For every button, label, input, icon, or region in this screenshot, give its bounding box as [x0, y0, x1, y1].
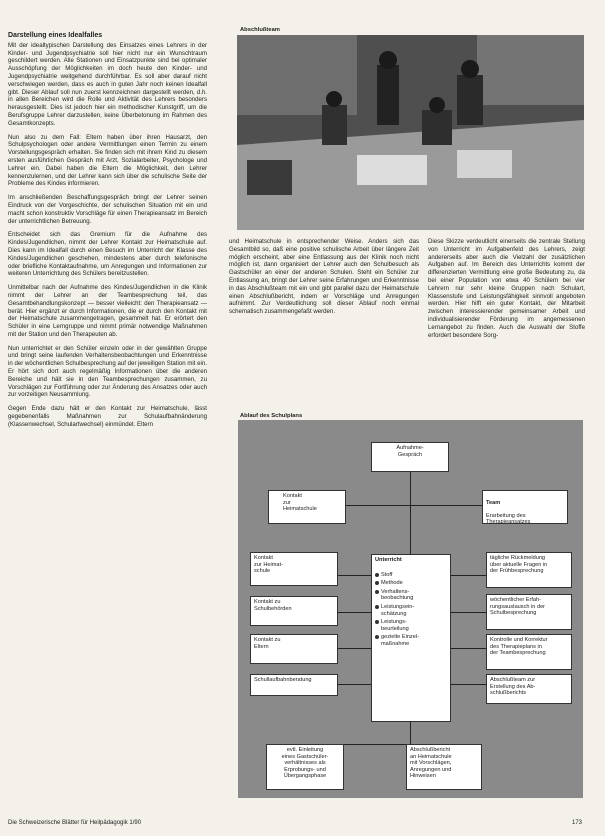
- connector: [338, 505, 438, 506]
- paragraph: Nun also zu dem Fall: Eltern haben über ihren Hausarzt, den Schulpsychologen oder andere Vermittlungen einen Termin zu einem Vorstellungsgespräch erhalten. Sie finden sich mit ihrem Kind zu diesem ersten ausführlichen Gespräch mit Arzt, Sozialarbeiter, Psychologe und Lehrer ein. Dabei haben die Eltern die Möglichkeit, den Lehrer kennenzulernen, und der Lehrer kann sich über die schulische Seite der Probleme des Kindes informieren.: [8, 133, 207, 188]
- left-box: Kontakt zu Schulbehörden: [250, 596, 338, 626]
- connector: [338, 612, 373, 613]
- list-item: Methode: [375, 580, 447, 587]
- paragraph: Im anschließenden Beschaffungsgespräch bringt der Lehrer seinen Eindruck von der Vorgeschichte, der schulischen Situation mit ein und macht schon konstruktiv Vorschläge für einen Therapieansatz im Bereich der unterrichtlichen Betreuung.: [8, 194, 207, 225]
- bottom-right-box: Abschlußbericht an Heimatschule mit Vorschlägen, Anregungen und Hinweisen: [406, 744, 482, 790]
- connector: [338, 575, 373, 576]
- connector: [410, 722, 411, 744]
- connector: [450, 648, 487, 649]
- list-item: Leistungs- beurteilung: [375, 619, 447, 632]
- connector: [450, 684, 487, 685]
- bottom-left-box: evtl. Einleitung eines Gastschüler- verhältnisses als Erprobungs- und Übergangsphase: [266, 744, 344, 790]
- unterricht-box: [371, 554, 451, 722]
- connector: [450, 575, 487, 576]
- bullet-icon: [375, 581, 379, 585]
- paragraph: Gegen Ende dazu hält er den Kontakt zur Heimatschule, lässt gegebenenfalls Maßnahmen zur Schulaufbahnänderung (Klassenwechsel, Schulartwechsel) einmündet. Eltern: [8, 405, 207, 428]
- left-box: Kontakt zur Heimat- schule: [250, 552, 338, 586]
- connector: [338, 684, 373, 685]
- right-box: Abschlußteam zur Erstellung des Ab- schlußberichts: [486, 674, 572, 704]
- connector: [450, 612, 487, 613]
- classroom-photo: [237, 35, 584, 230]
- connector: [338, 648, 373, 649]
- flow-diagram: [238, 420, 583, 798]
- paragraph: Nun unterrichtet er den Schüler einzeln oder in der gewählten Gruppe und bringt seine laufenden Verhaltensbeobachtungen und Erkenntnisse in der wöchentlichen Schulbesprechung auf der jeweiligen Station mit ein. Er hört sich dort auch regelmäßig Informationen über die anderen Bereiche und hält sie in den Teambesprechungen zusammen, zu Vorschlägen zur Fortführung oder zur Änderung des Ansatzes oder auch zur vorzeitigen Neusammlung.: [8, 344, 207, 399]
- list-item: gezielte Einzel- maßnahme: [375, 634, 447, 647]
- paragraph: Unmittelbar nach der Aufnahme des Kindes/Jugendlichen in die Klinik nimmt der Lehrer an der Teambesprechung teil, das Gesamtbehandlungskonzept — besser vielleicht: den Therapieansatz — berät. Hier ergänzt er durch Informationen, die er durch den Kontakt mit der Heimatschule zusammengetragen, gesammelt hat. Er erörtert den Schüler in eine Lerngruppe und nimmt primär notwendige Maßnahmen mit der Station und den Therapeuten ab.: [8, 284, 207, 338]
- paragraph: und Heimatschule in entsprechender Weise. Anders sich das Gesamtbild so, daß eine positive schulische Arbeit über längere Zeit möglich erscheint, aber eine Entlassung aus der Klinik noch nicht möglich ist, dann organisiert der Lehrer auch den Schulbesuch als Gastschüler an einer der anderen Schulen. Steht ein Schüler zur Entlassung an, bringt der Lehrer seine Erfahrungen und Erkenntnisse in das Abschlußteam mit ein und gibt parallel dazu der Heimatschule einen Abschlußbericht, indem er Vorschläge und Anregungen aufnimmt. Zur Verdeutlichung soll dieser Ablauf noch einmal schematisch zusammengefaßt werden.: [229, 238, 419, 316]
- bullet-icon: [375, 620, 379, 624]
- paragraph: Diese Skizze verdeutlicht einerseits die zentrale Stellung von Unterricht im Aufgabenfeld des Lehrers, zeigt andererseits aber auch die Vielzahl der zusätzlichen Aufgaben auf. Im Bereich des Unterrichts kommt der differenzierten Vermittlung eine große Bedeutung zu, da bei einer Population von etwa 40 Schülern bei vier Lehrern nur sehr kleine Gruppen nach Schulart, Klassenstufe und Leistungsfähigkeit sinnvoll angeboten werden. Hier hilft ein guter Kontakt, der Mitarbeit zwischen interessierender gemeinsamer Arbeit und individualisierender Förderung im angemessenen Lernangebot zu finden. Auch die Auswahl der Stoffe erfordert besondere Sorg-: [428, 238, 585, 339]
- team-box: [482, 490, 568, 524]
- photo-caption: Abschlußteam: [240, 27, 280, 33]
- right-column: [428, 238, 585, 345]
- bullet-icon: [375, 605, 379, 609]
- section-heading: Darstellung eines Idealfalles: [8, 32, 103, 39]
- middle-column: [229, 238, 419, 322]
- left-column: [8, 32, 207, 435]
- team-label: Team: [486, 499, 501, 506]
- footer-left: Die Schweizerische Blätter für Heilpädagogik 1/90: [8, 820, 142, 826]
- right-box: Kontrolle und Korrektur des Therapieplans in der Teambesprechung: [486, 634, 572, 670]
- left-box: Kontakt zu Eltern: [250, 634, 338, 664]
- connector: [410, 472, 411, 556]
- unterricht-label: Unterricht: [375, 557, 402, 563]
- list-item: Stoff: [375, 572, 447, 579]
- aufnahme-box: Aufnahme- Gespräch: [371, 442, 449, 472]
- right-box: tägliche Rückmeldung über aktuelle Fragen in der Frühbesprechung: [486, 552, 572, 588]
- bullet-icon: [375, 590, 379, 594]
- team-sub: Erarbeitung des Therapieansatzes: [486, 512, 531, 526]
- left-box: Schullaufbahnberatung: [250, 674, 338, 696]
- list-item: Verhaltens- beobachtung: [375, 589, 447, 602]
- paragraph: Entscheidet sich das Gremium für die Aufnahme des Kindes/Jugendlichen, nimmt der Lehrer Kontakt zur Heimatschule auf. Dies kann im Idealfall durch einen Besuch im Unterricht der Klasse des Kindes/Jugendlichen geschehen, mindestens aber durch telefonische oder briefliche Kontaktaufnahme, um Anregungen und Informationen zur weiteren Unterrichtung des Schülers bereitzustellen.: [8, 231, 207, 278]
- list-item: Leistungsein- schätzung: [375, 604, 447, 617]
- diagram-title: Ablauf des Schulplans: [240, 413, 303, 419]
- right-box: wöchentlicher Erfah- rungsaustausch in der Schulbesprechung: [486, 594, 572, 630]
- paragraph: Mit der idealtypischen Darstellung des Einsatzes eines Lehrers in der Kinder- und Jugendpsychiatrie soll hier nicht nur ein Wunschtraum geschildert werden. Alle Stationen und Einsatzpunkte sind bei optimaler Ausschöpfung der Möglichkeiten im doch heute den Kinder- und Jugendpsychiatrie weitgehend durchführbar. Es soll aber darauf nicht verschwiegen werden, dass es auch in guten Jahr noch keinen Idealfall gibt. Dieser Ablauf soll nun zuerst kennzeichnen dargestellt werden, d.h. in allen Bereichen wird die Rolle und Aktivität des Lehrers besonders herausgestellt. Dies ist jedoch hier ein methodischer Kunstgriff, um die Berufsgruppe Lehrer darzustellen, keine Überbetonung im Rahmen des Gesamtkonzepts.: [8, 41, 207, 127]
- bullet-icon: [375, 635, 379, 639]
- bullet-icon: [375, 573, 379, 577]
- page-number: 173: [572, 820, 583, 826]
- kontakt-heimatschule-box: Kontakt zur Heimatschule: [268, 490, 346, 524]
